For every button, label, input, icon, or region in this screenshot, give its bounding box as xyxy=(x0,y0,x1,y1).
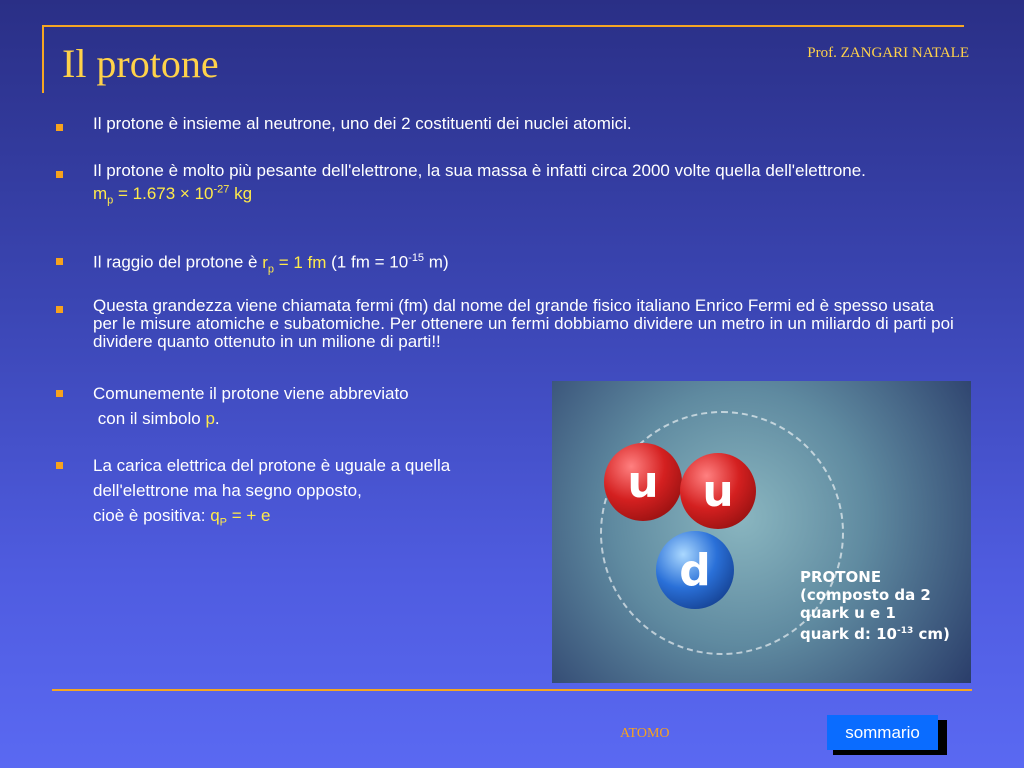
radius-value: = 1 fm xyxy=(273,252,327,272)
up-quark-2 xyxy=(680,453,756,529)
bullet-text-1: Il protone è insieme al neutrone, uno dei 2 costituenti dei nuclei atomici. xyxy=(93,114,632,133)
abbrev-intro: Comunemente il protone viene abbreviato xyxy=(93,384,409,403)
author-label: Prof. ZANGARI NATALE xyxy=(807,45,969,61)
top-rule xyxy=(42,25,964,27)
caption-line-4 xyxy=(800,622,950,643)
fm-definition: (1 fm = 10 xyxy=(326,252,409,272)
charge-symbol: q xyxy=(210,506,220,525)
charge-value: = + e xyxy=(227,506,271,525)
left-rule xyxy=(42,25,44,93)
bullet-text-2 xyxy=(93,162,923,209)
mass-unit: kg xyxy=(229,183,253,203)
bullet-text-6 xyxy=(93,453,533,535)
caption-line-4-exp: -13 xyxy=(896,626,914,636)
down-quark-label: d xyxy=(679,544,711,596)
proton-charge xyxy=(210,506,271,529)
bullet-text-3 xyxy=(93,249,963,278)
fm-unit: m) xyxy=(424,252,449,272)
radius-subscript: p xyxy=(267,263,274,276)
proton-radius xyxy=(262,252,327,276)
caption-line-3: quark u e 1 xyxy=(800,604,896,622)
sommario-button[interactable]: sommario xyxy=(827,715,938,750)
charge-intro: La carica elettrica del protone è uguale a quella xyxy=(93,456,451,475)
bullet-text-5 xyxy=(93,381,533,431)
up-quark-2-label: u xyxy=(702,465,734,517)
down-quark xyxy=(656,531,734,609)
footer-label: ATOMO xyxy=(620,726,670,741)
proton-mass xyxy=(93,183,253,207)
radius-intro: Il raggio del protone è xyxy=(93,252,258,272)
illustration-caption xyxy=(800,568,950,643)
caption-line-4-suffix: cm) xyxy=(913,625,950,643)
proton-illustration xyxy=(552,381,971,683)
caption-line-2: (composto da 2 xyxy=(800,586,931,604)
mass-symbol: m xyxy=(93,183,108,203)
bullet-text-2-main: Il protone è molto più pesante dell'elettrone, la sua massa è infatti circa 2000 volte quella dell'elettrone. xyxy=(93,161,866,180)
up-quark-1-label: u xyxy=(627,456,659,508)
caption-line-4-prefix: quark d: 10 xyxy=(800,625,897,643)
bullet-text-4: Questa grandezza viene chiamata fermi (fm) dal nome del grande fisico italiano Enrico Fermi ed è spesso usata per le misure atomiche e subatomiche. Per ottenere un fermi dobbiamo dividere un metro in un miliardo di parti poi dividere quanto ottenuto in un milione di parti!! xyxy=(93,296,954,351)
mass-subscript: p xyxy=(107,194,114,207)
mass-value: = 1.673 × 10 xyxy=(113,183,214,203)
charge-line2: dell'elettrone ma ha segno opposto, xyxy=(93,481,362,500)
slide-title: Il protone xyxy=(62,41,219,86)
charge-subscript: P xyxy=(219,516,227,529)
proton-symbol: p xyxy=(205,409,215,428)
mass-exponent: -27 xyxy=(213,183,230,195)
caption-line-1: PROTONE xyxy=(800,568,882,586)
bottom-rule xyxy=(52,689,972,691)
abbrev-dot: . xyxy=(214,409,220,428)
charge-line3: cioè è positiva: xyxy=(93,506,211,525)
fm-exponent: -15 xyxy=(408,252,425,264)
up-quark-1 xyxy=(604,443,682,521)
radius-symbol: r xyxy=(262,252,268,272)
abbrev-line2: con il simbolo xyxy=(97,409,206,428)
